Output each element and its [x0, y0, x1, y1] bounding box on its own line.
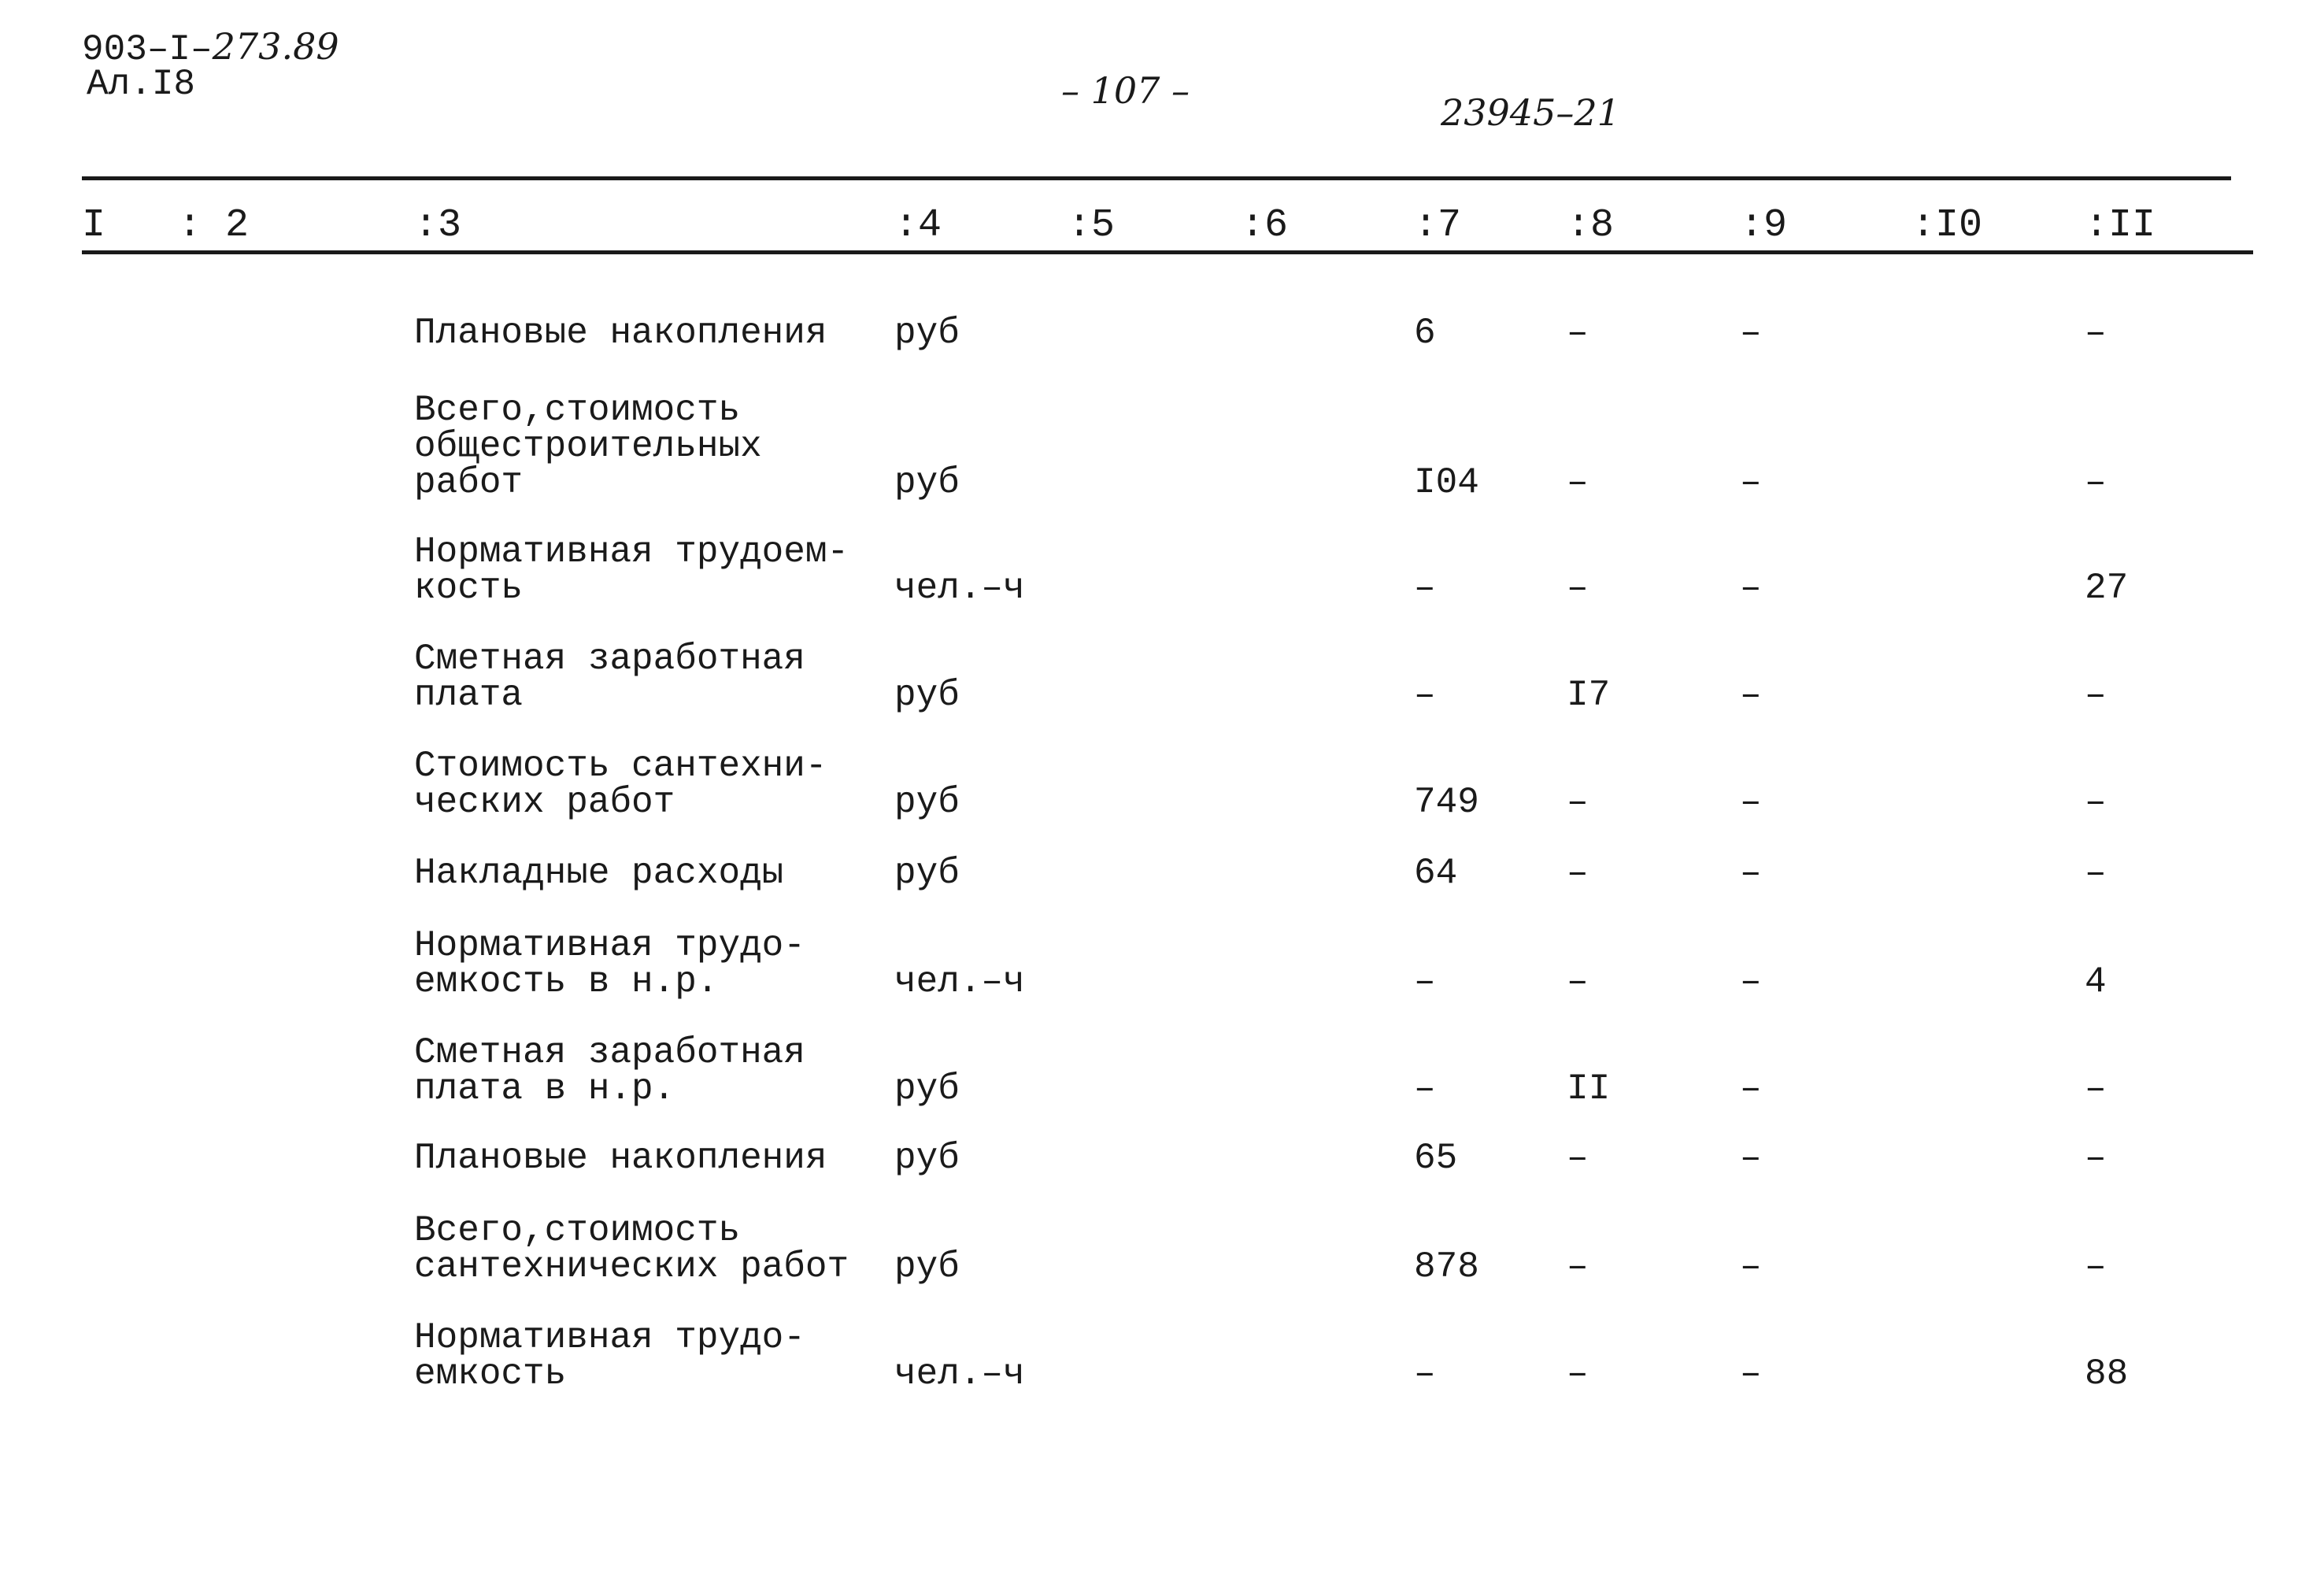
row-col8: I7 [1567, 675, 1611, 716]
column-header: :7 [1414, 203, 1462, 248]
row-description: Сметная заработная плата [414, 639, 805, 716]
row-col8: – [1567, 568, 1589, 609]
row-col7: 878 [1414, 1246, 1479, 1287]
column-header: :8 [1567, 203, 1615, 248]
row-col7: I04 [1414, 462, 1479, 503]
page-number: – 107 – [1061, 69, 1190, 112]
row-description: Стоимость сантехни- ческих работ [414, 746, 827, 823]
row-col9: – [1740, 1353, 1762, 1394]
row-col8: II [1567, 1068, 1611, 1109]
row-col11: – [2085, 1246, 2107, 1287]
row-col11: – [2085, 462, 2107, 503]
column-header: :6 [1241, 203, 1289, 248]
row-description: Плановые накопления [414, 1138, 827, 1179]
row-col11: 88 [2085, 1353, 2129, 1394]
row-description: Нормативная трудоем- кость [414, 531, 849, 609]
row-col8: – [1567, 1138, 1589, 1179]
row-col7: – [1414, 1353, 1436, 1394]
column-header: I [82, 203, 106, 248]
column-header: :II [2085, 203, 2156, 248]
row-col8: – [1567, 1353, 1589, 1394]
sheet-number: 23945–21 [1441, 91, 1620, 134]
row-col11: – [2085, 313, 2107, 354]
row-col9: – [1740, 313, 1762, 354]
row-unit: руб [894, 675, 960, 716]
column-header: :9 [1740, 203, 1788, 248]
row-col7: 6 [1414, 313, 1436, 354]
row-col9: – [1740, 1138, 1762, 1179]
row-col11: 4 [2085, 961, 2107, 1002]
row-description: Накладные расходы [414, 853, 784, 894]
row-unit: руб [894, 782, 960, 823]
row-col9: – [1740, 568, 1762, 609]
row-col8: – [1567, 961, 1589, 1002]
row-col11: – [2085, 675, 2107, 716]
column-header: :3 [414, 203, 462, 248]
row-unit: чел.–ч [894, 1353, 1025, 1394]
row-col11: – [2085, 1068, 2107, 1109]
row-col7: – [1414, 961, 1436, 1002]
row-col8: – [1567, 313, 1589, 354]
row-description: Нормативная трудо- емкость в н.р. [414, 925, 805, 1002]
row-unit: руб [894, 313, 960, 354]
row-unit: чел.–ч [894, 961, 1025, 1002]
header-bottom-rule [82, 250, 2253, 254]
column-header: :4 [894, 203, 942, 248]
row-col8: – [1567, 853, 1589, 894]
row-col11: 27 [2085, 568, 2129, 609]
row-col9: – [1740, 1246, 1762, 1287]
row-col9: – [1740, 961, 1762, 1002]
row-col8: – [1567, 462, 1589, 503]
row-unit: руб [894, 1068, 960, 1109]
project-code-handwritten: 273.89 [212, 25, 339, 68]
row-unit: руб [894, 1246, 960, 1287]
row-description: Всего,стоимость общестроительных работ [414, 390, 762, 503]
row-col11: – [2085, 1138, 2107, 1179]
top-rule [82, 176, 2231, 180]
row-description: Плановые накопления [414, 313, 827, 354]
column-header: :5 [1068, 203, 1116, 248]
row-col9: – [1740, 675, 1762, 716]
column-header: :I0 [1911, 203, 1983, 248]
row-col8: – [1567, 1246, 1589, 1287]
row-description: Нормативная трудо- емкость [414, 1317, 805, 1394]
row-description: Сметная заработная плата в н.р. [414, 1032, 805, 1109]
album-number: Ал.I8 [87, 64, 196, 105]
row-unit: руб [894, 462, 960, 503]
row-unit: чел.–ч [894, 568, 1025, 609]
row-col9: – [1740, 462, 1762, 503]
row-unit: руб [894, 853, 960, 894]
row-col9: – [1740, 1068, 1762, 1109]
row-col8: – [1567, 782, 1589, 823]
row-col7: 65 [1414, 1138, 1458, 1179]
row-col11: – [2085, 853, 2107, 894]
row-col7: 64 [1414, 853, 1458, 894]
row-col9: – [1740, 853, 1762, 894]
row-col7: – [1414, 1068, 1436, 1109]
row-col7: – [1414, 568, 1436, 609]
row-col11: – [2085, 782, 2107, 823]
row-description: Всего,стоимость сантехнических работ [414, 1210, 849, 1287]
row-unit: руб [894, 1138, 960, 1179]
row-col9: – [1740, 782, 1762, 823]
project-code-printed: 903–I– [82, 29, 213, 70]
row-col7: – [1414, 675, 1436, 716]
project-code [82, 25, 339, 70]
row-col7: 749 [1414, 782, 1479, 823]
column-header: : 2 [178, 203, 250, 248]
